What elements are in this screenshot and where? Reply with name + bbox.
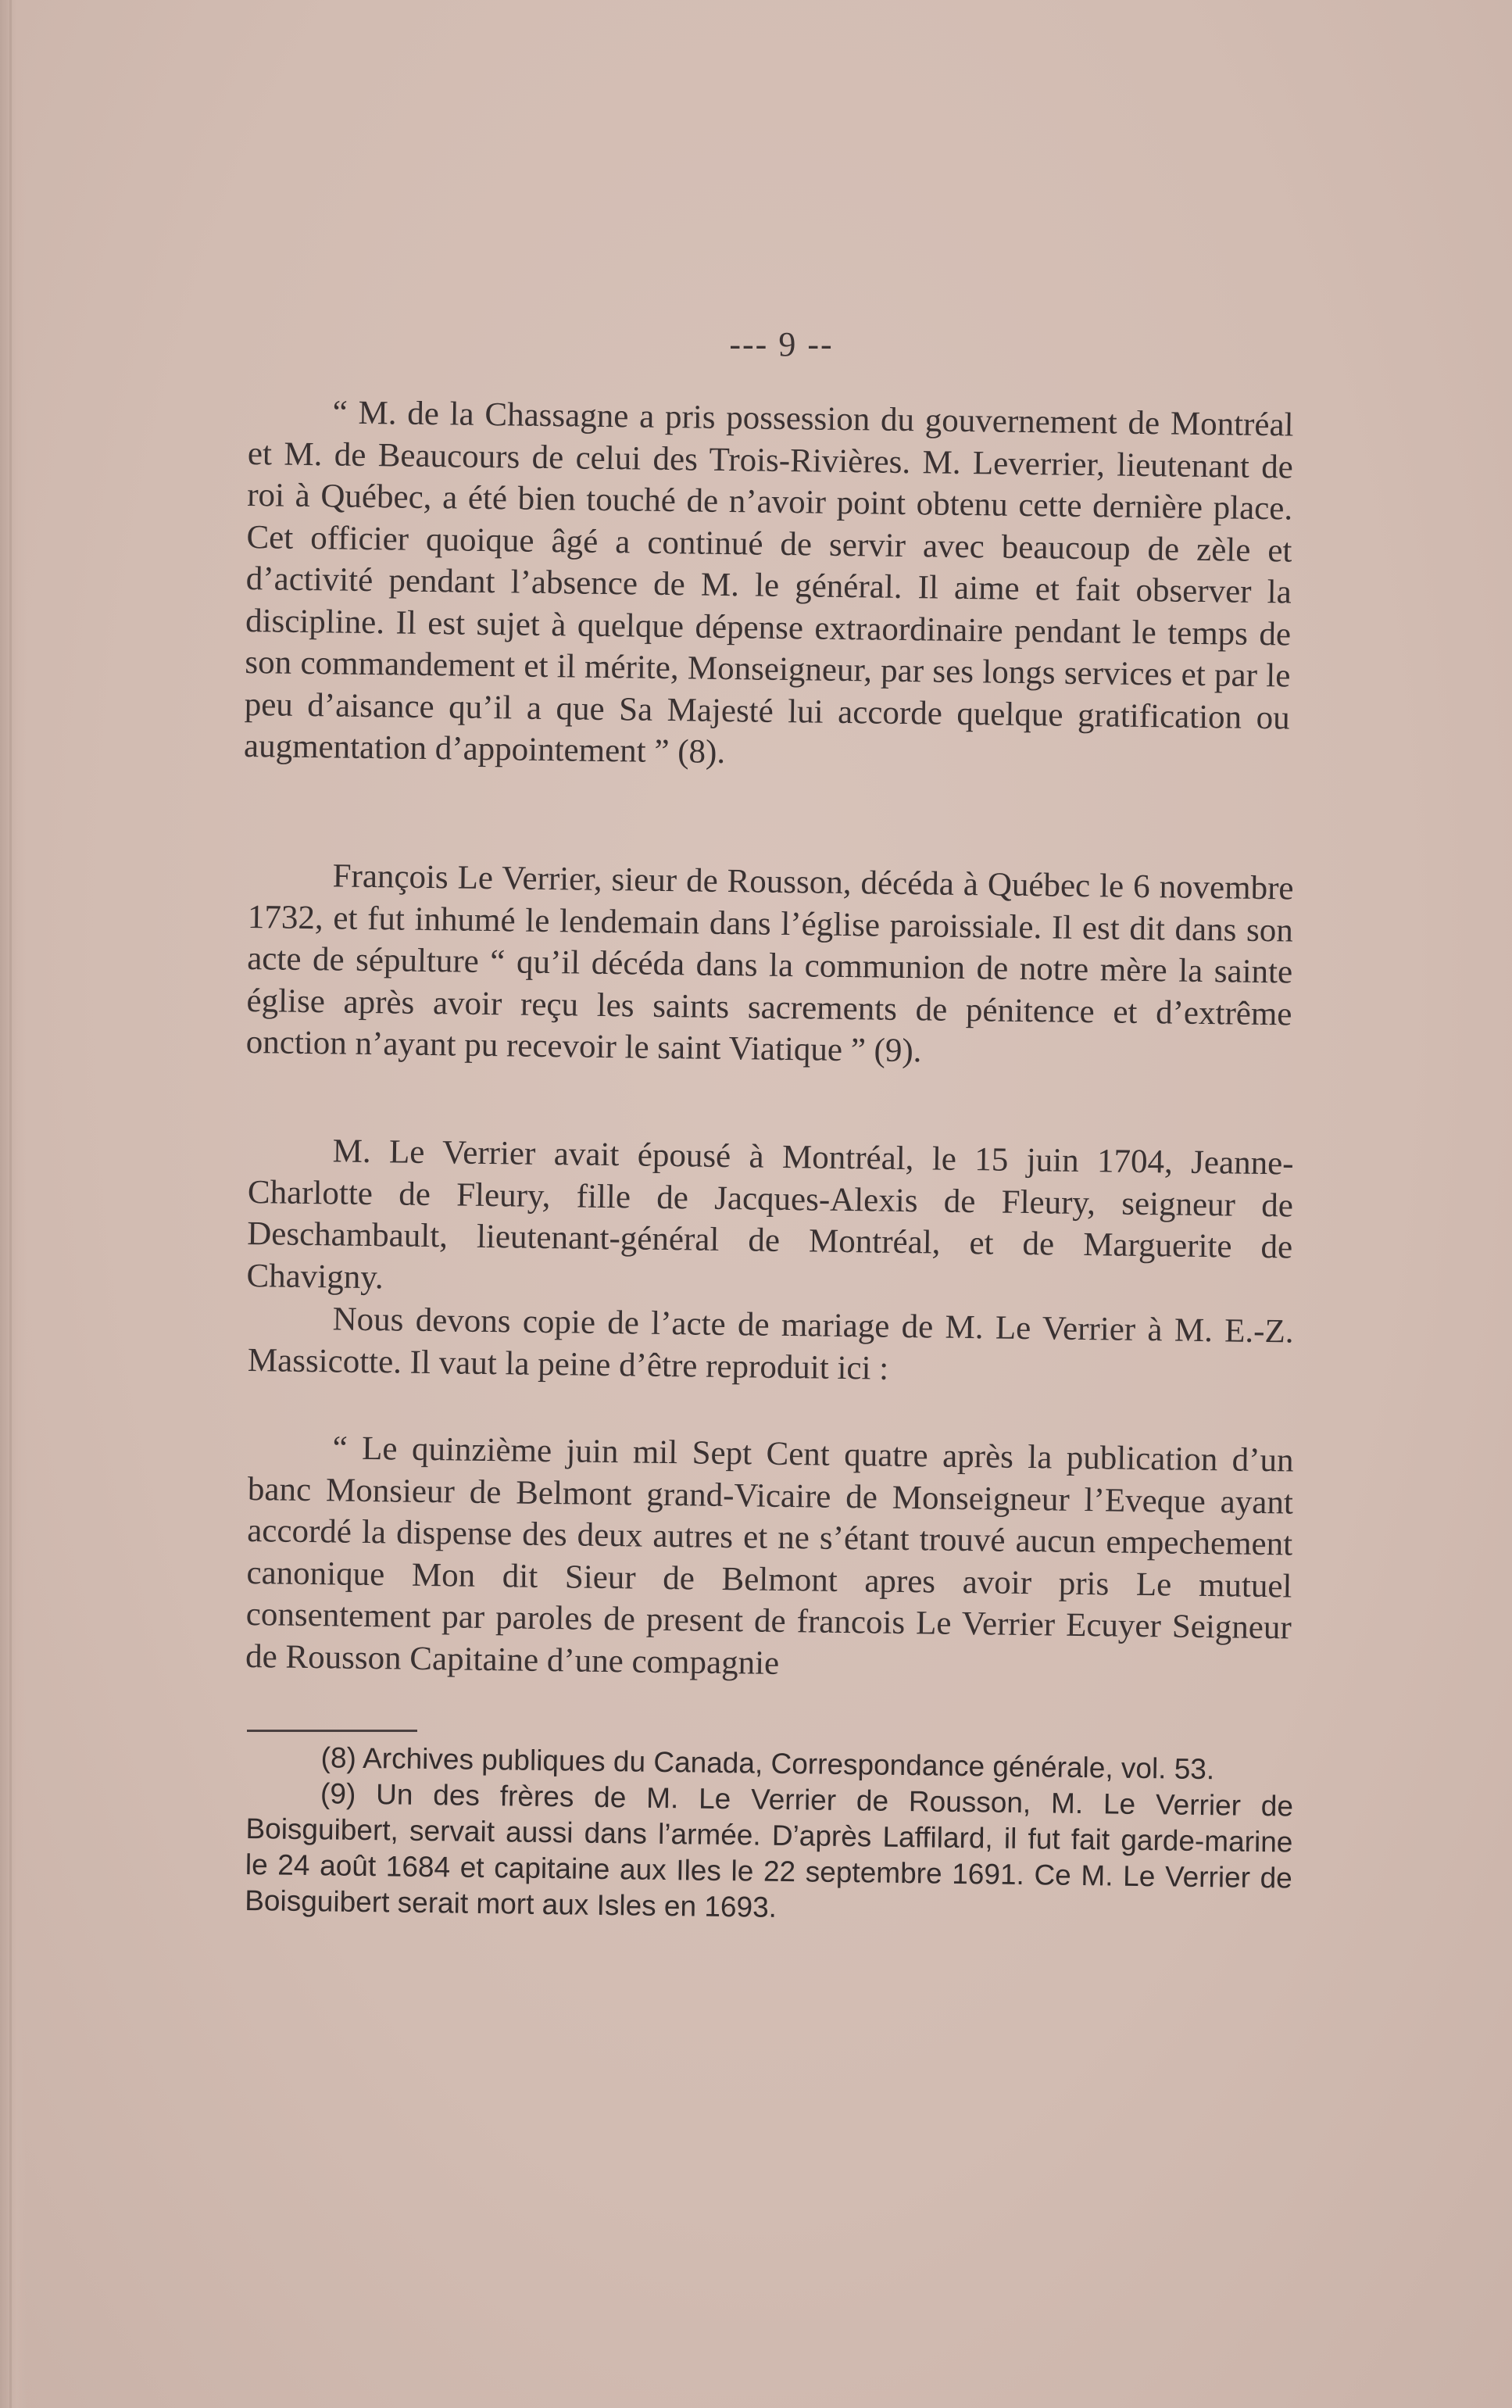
paragraph-death: [245, 854, 1293, 1077]
page-binding-edge: [0, 0, 27, 2408]
footnote-divider: [247, 1730, 417, 1732]
footnote-9: (9) Un des frères de M. Le Verrier de Rousson, M. Le Verrier de Boisguibert, servait aussi dans l’armée. D’après Laffilard, il fut fait garde-marine le 24 août 1684 et capitaine aux Iles le 22 septembre 1691. Ce M. Le Verrier de Boisguibert serait mort aux Isles en 1693.: [245, 1777, 1294, 1923]
footnote-8: (8) Archives publiques du Canada, Correspondance générale, vol. 53.: [320, 1741, 1215, 1786]
paragraph-marriage-act-quote: [245, 1426, 1294, 1691]
page-number: --- 9 --: [729, 325, 834, 363]
paragraph-text: M. Le Verrier avait épousé à Montréal, le 15 juin 1704, Jeanne-Charlotte de Fleury, fille de Jacques-Alexis de Fleury, seigneur de Deschambault, lieutenant-général de Montréal, et de Marguerite de Chavigny.: [246, 1132, 1294, 1296]
paragraph-copy-act: [248, 1297, 1294, 1395]
paragraph-text: Nous devons copie de l’acte de mariage de M. Le Verrier à M. E.-Z. Massicotte. Il vaut la peine d’être reproduit ici :: [247, 1301, 1294, 1387]
paragraph-quote-letter: [244, 391, 1294, 781]
footnotes: [245, 1739, 1294, 1933]
paragraph-text: François Le Verrier, sieur de Rousson, décéda à Québec le 6 novembre 1732, et fut inhumé le lendemain dans l’église paroissiale. Il est dit dans son acte de sépulture “ qu’il décéda dans la communion de notre mère la sainte église après avoir reçu les saints sacrements de pénitence et d’extrême onction n’ayant pu recevoir le saint Viatique ” (9).: [245, 857, 1294, 1070]
paragraph-text: “ M. de la Chassagne a pris possession du gouvernement de Montréal et M. de Beaucours de celui des Trois-Rivières. M. Leverrier, lieutenant de roi à Québec, a été bien touché de n’avoir point obtenu cette dernière place. Cet officier quoique âgé a continué de servir avec beaucoup de zèle et d’activité pendant l’absence de M. le général. Il aime et fait observer la discipline. Il est sujet à quelque dépense extraordinaire pendant le temps de son commandement et il mérite, Monseigneur, par ses longs services et par le peu d’aisance qu’il a que Sa Majesté lui accorde quelque gratification ou augmentation d’appointement ” (8).: [243, 394, 1294, 771]
paragraph-text: “ Le quinzième juin mil Sept Cent quatre après la publication d’un banc Monsieur de Belmont grand-Vicaire de Monseigneur l’Eveque ayant accordé la dispense des deux autres et ne s’étant trouvé aucun empechement canonique Mon dit Sieur de Belmont apres avoir pris Le mutuel consentement par paroles de present de francois Le Verrier Ecuyer Seigneur de Rousson Capitaine d’une compagnie: [245, 1429, 1294, 1682]
paragraph-marriage: [246, 1129, 1294, 1310]
